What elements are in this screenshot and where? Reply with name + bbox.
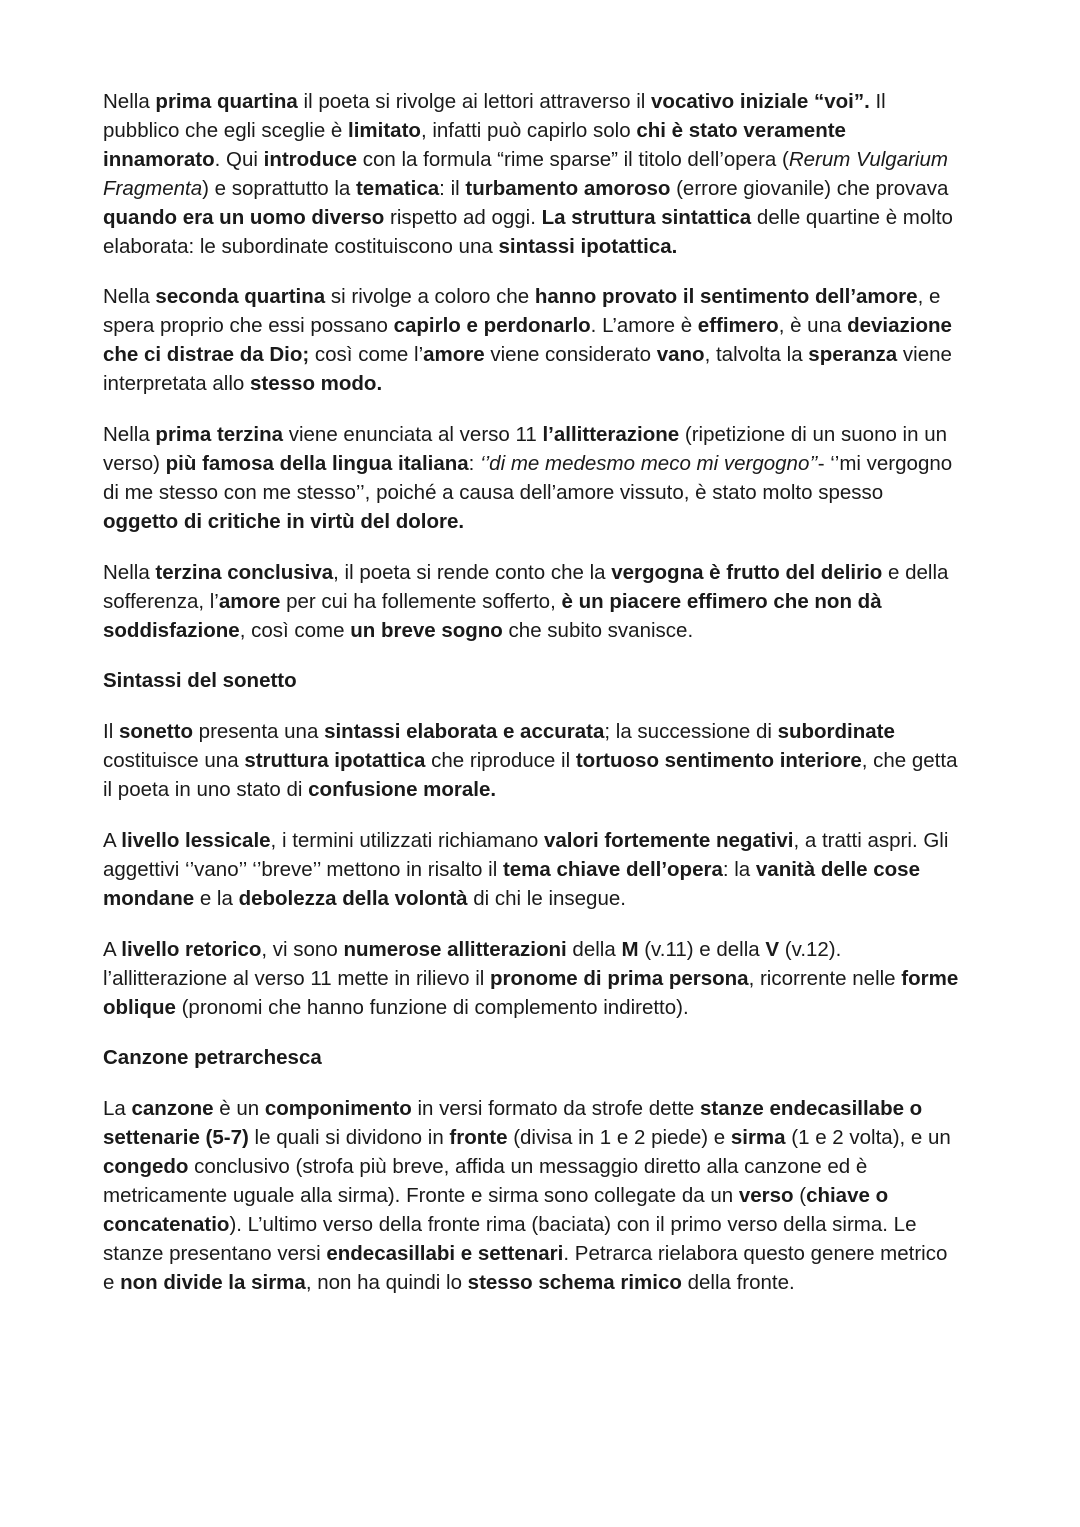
text-run: , è una [778, 314, 848, 338]
bold-text: chi è stato veramente innamorato [103, 118, 846, 171]
bold-text: stanze endecasillabe o settenarie (5-7) [103, 1097, 923, 1150]
paragraph [103, 936, 963, 1023]
bold-text: valori fortemente negativi [543, 829, 794, 853]
text-run: Il pubblico che egli sceglie è [103, 90, 886, 142]
text-run: , non ha quindi lo [305, 1270, 468, 1294]
bold-text: quando era un uomo diverso [103, 205, 385, 229]
text-run: le quali si dividono in [248, 1126, 450, 1150]
paragraph [103, 718, 963, 805]
bold-text: tortuoso sentimento interiore [575, 749, 862, 773]
text-run: Nella [103, 90, 156, 113]
text-run: presenta una [192, 720, 325, 744]
text-run: viene considerato [484, 343, 657, 367]
text-run: ( [793, 1184, 807, 1208]
bold-text: l’allitterazione [542, 423, 680, 447]
bold-text: chiave o concatenatio [103, 1184, 889, 1236]
text-run: il poeta si rivolge ai lettori attraverso il [297, 90, 652, 113]
text-run: , e spera proprio che essi possano [103, 285, 941, 338]
text-run: delle quartine è molto elaborata: le subordinate costituiscono una [103, 205, 953, 258]
text-run: : [468, 451, 481, 475]
text-run: . Petrarca rielabora questo genere metrico e [103, 1241, 948, 1294]
bold-text: tematica [355, 176, 440, 200]
text-run: Nella [103, 423, 156, 447]
bold-text: seconda quartina [155, 285, 326, 309]
paragraph [103, 1095, 963, 1297]
bold-text: amore [423, 343, 485, 367]
bold-text: componimento [264, 1097, 412, 1121]
text-run: : la [722, 857, 756, 881]
text-run: ). L’ultimo verso della fronte rima (baciata) con il primo verso della sirma. Le stanze presentano versi [103, 1213, 917, 1265]
bold-text: prima terzina [155, 423, 284, 447]
bold-text: introduce [263, 147, 358, 171]
bold-text: verso [738, 1184, 794, 1208]
text-run: Sintassi del sonetto [103, 669, 297, 693]
bold-text: vano [656, 343, 705, 367]
text-run: Canzone petrarchesca [103, 1046, 322, 1070]
text-run: della fronte. [681, 1270, 795, 1294]
bold-text: vergogna è frutto del delirio [611, 560, 883, 584]
text-run: , che getta il poeta in uno stato di [103, 749, 958, 802]
text-run: , il poeta si rende conto che la [333, 560, 612, 584]
italic-text: ‘’di me medesmo meco mi vergogno’’ [480, 451, 818, 475]
text-run: , talvolta la [704, 343, 809, 367]
text-run: - ‘’mi vergogno di me stesso con me stesso’’, poiché a causa dell’amore vissuto, è stato molto spesso [103, 451, 953, 504]
bold-text: speranza [808, 343, 898, 367]
bold-text: struttura ipotattica [244, 749, 426, 773]
bold-text: M [621, 937, 639, 961]
paragraph [103, 827, 963, 914]
text-run: con la formula “rime sparse” il titolo dell’opera ( [357, 147, 789, 171]
bold-text: confusione morale. [308, 778, 497, 802]
text-run: che riproduce il [425, 749, 576, 773]
bold-text: livello retorico [121, 937, 262, 961]
text-run: (v.12). l’allitterazione al verso 11 mette in rilievo il [103, 937, 842, 990]
bold-text: turbamento amoroso [465, 176, 671, 200]
section-heading [103, 667, 963, 696]
text-run: La [103, 1097, 132, 1121]
text-run: (1 e 2 volta), e un [785, 1126, 951, 1150]
bold-text: un breve sogno [350, 618, 503, 642]
bold-text: stesso schema rimico [467, 1270, 682, 1294]
text-run: è un [213, 1097, 265, 1121]
text-run: , a tratti aspri. Gli aggettivi ‘’vano’’ ‘’breve’’ mettono in risalto il [103, 829, 949, 881]
text-run: ) e soprattutto la [202, 176, 356, 200]
bold-text: numerose allitterazioni [343, 937, 567, 961]
text-run: (ripetizione di un suono in un verso) [103, 423, 948, 475]
text-run: viene enunciata al verso 11 [283, 423, 543, 447]
paragraph [103, 283, 963, 399]
bold-text: livello lessicale [121, 829, 271, 853]
text-run: ; la successione di [604, 720, 778, 744]
text-run: A [103, 937, 122, 961]
text-run: , infatti può capirlo solo [420, 118, 637, 142]
text-run: , vi sono [261, 937, 344, 961]
bold-text: hanno provato il sentimento dell’amore [534, 285, 918, 309]
bold-text: oggetto di critiche in virtù del dolore. [103, 509, 465, 533]
bold-text: vanità delle cose mondane [103, 857, 920, 910]
text-run: rispetto ad oggi. [384, 205, 542, 229]
text-run: che subito svanisce. [502, 618, 694, 642]
bold-text: amore [218, 589, 281, 613]
text-run: viene interpretata allo [103, 343, 952, 396]
paragraph [103, 88, 963, 261]
italic-text: Rerum Vulgarium Fragmenta [103, 147, 948, 200]
text-run: costituisce una [103, 749, 245, 773]
section-heading [103, 1044, 963, 1073]
text-run: per cui ha follemente sofferto, [280, 589, 562, 613]
text-run: , ricorrente nelle [748, 966, 902, 990]
text-run: . L’amore è [590, 314, 698, 338]
text-run: (errore giovanile) che provava [670, 176, 949, 200]
text-run: , così come [239, 618, 351, 642]
bold-text: prima quartina [155, 90, 298, 113]
bold-text: sintassi ipotattica. [498, 234, 678, 258]
text-run: A [103, 829, 122, 853]
text-run: e la [194, 886, 239, 910]
text-run: (pronomi che hanno funzione di complemento indiretto). [175, 995, 689, 1019]
text-run: conclusivo (strofa più breve, affida un messaggio diretto alla canzone ed è metricamente uguale alla sirma). Fronte e sirma sono collegate da un [103, 1155, 868, 1208]
text-run: della [566, 937, 622, 961]
bold-text: canzone [131, 1097, 214, 1121]
bold-text: deviazione che ci distrae da Dio; [103, 314, 952, 367]
text-run: , i termini utilizzati richiamano [270, 829, 544, 853]
bold-text: limitato [348, 118, 421, 142]
text-run: di chi le insegue. [467, 886, 626, 910]
bold-text: tema chiave dell’opera [502, 857, 723, 881]
paragraph [103, 421, 963, 537]
text-run: : il [439, 176, 466, 200]
text-run: si rivolge a coloro che [325, 285, 535, 309]
text-run: (v.11) e della [638, 937, 766, 961]
bold-text: forme oblique [103, 966, 959, 1019]
paragraph [103, 559, 963, 646]
text-run: Nella [103, 285, 156, 309]
bold-text: V [765, 937, 780, 961]
bold-text: terzina conclusiva [155, 560, 334, 584]
bold-text: capirlo e perdonarlo [393, 314, 591, 338]
bold-text: congedo [103, 1155, 189, 1179]
bold-text: vocativo iniziale “voi”. [651, 90, 870, 113]
bold-text: sonetto [118, 720, 193, 744]
text-run: e della sofferenza, l’ [103, 560, 949, 613]
document-page [103, 88, 963, 1320]
text-run: . Qui [214, 147, 264, 171]
bold-text: stesso modo. [250, 372, 383, 396]
bold-text: fronte [449, 1126, 508, 1150]
bold-text: effimero [697, 314, 779, 338]
text-run: Nella [103, 560, 156, 584]
bold-text: debolezza della volontà [238, 886, 468, 910]
bold-text: pronome di prima persona [490, 966, 749, 990]
text-run: Il [103, 720, 119, 744]
bold-text: sirma [730, 1126, 786, 1150]
bold-text: sintassi elaborata e accurata [324, 720, 605, 744]
text-run: così come l’ [309, 343, 424, 367]
bold-text: più famosa della lingua italiana [165, 451, 469, 475]
bold-text: La struttura sintattica [541, 205, 752, 229]
text-run: (divisa in 1 e 2 piede) e [507, 1126, 731, 1150]
bold-text: endecasillabi e settenari [326, 1241, 564, 1265]
text-run: in versi formato da strofe dette [411, 1097, 701, 1121]
bold-text: non divide la sirma [120, 1270, 306, 1294]
bold-text: è un piacere effimero che non dà soddisfazione [103, 589, 882, 642]
bold-text: subordinate [777, 720, 895, 744]
